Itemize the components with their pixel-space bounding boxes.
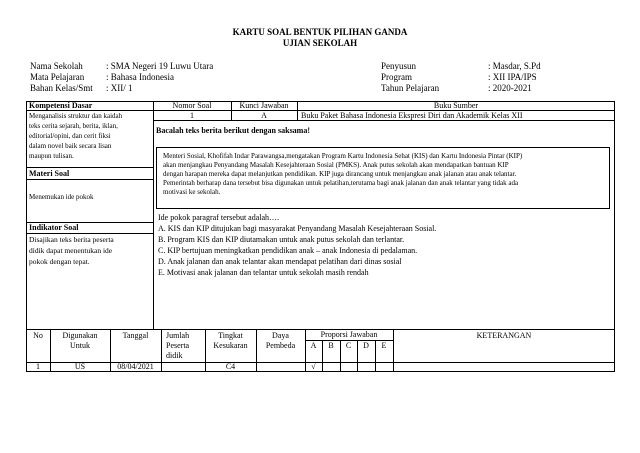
option-b: B. Program KIS dan KIP diutamakan untuk anak putus sekolah dan terlantar. — [158, 235, 405, 244]
nomor-value: 1 — [190, 111, 194, 120]
col-tingkat: Kesukaran — [213, 341, 248, 350]
materi-heading: Materi Soal — [29, 169, 70, 178]
passage-line: Menteri Sosial, Khofifah Indar Parawangsa,mengatakan Program Kartu Indonesia Sehat (KIS) dan Kartu Indonesia Pintar (KIP) — [163, 152, 523, 160]
indikator-head-line — [26, 233, 153, 234]
col-jumlah: Peserta — [166, 341, 190, 350]
col-daya: Pembeda — [265, 341, 296, 350]
col-letter-d: D — [363, 341, 369, 350]
col-tanggal: Tanggal — [122, 331, 149, 340]
info-value-program: : XII IPA/IPS — [488, 72, 537, 82]
kunci-value: A — [261, 111, 267, 120]
indikator-heading: Indikator Soal — [29, 223, 79, 232]
question-stem: Ide pokok paragraf tersebut adalah…. — [158, 213, 280, 222]
kd-line: dalam novel baik secara lisan — [29, 142, 112, 150]
option-d: D. Anak jalanan dan anak telantar akan mendapat pelatihan dari dinas sosial — [158, 257, 402, 266]
col-daya: Daya — [272, 331, 289, 340]
kd-line: editorial/opini, dan cerit fiksi — [29, 132, 111, 140]
info-label-subject: Mata Pelajaran — [30, 72, 85, 82]
col-letter-c: C — [345, 341, 352, 350]
info-label-class: Bahan Kelas/Smt — [30, 83, 93, 93]
option-a: A. KIS dan KIP ditujukan bagi masyarakat Penyandang Masalah Kesejahteraan Sosial. — [158, 224, 437, 233]
info-value-author: : Masdar, S.Pd — [488, 61, 541, 71]
option-e: E. Motivasi anak jalanan dan telantar untuk sekolah masih rendah — [158, 268, 369, 277]
col-no: No — [33, 331, 43, 340]
col-letter-b: B — [328, 341, 334, 350]
col-divider — [161, 329, 162, 372]
info-label-program: Program — [381, 72, 412, 82]
materi-head-line — [26, 179, 153, 180]
info-label-year: Tahun Pelajaran — [381, 83, 440, 93]
kunci-heading: Kunci Jawaban — [239, 101, 289, 110]
nomor-heading: Nomor Soal — [172, 101, 212, 110]
col-letter-a: A — [310, 341, 317, 350]
col-digunakan: Untuk — [70, 341, 90, 350]
indikator-line: didik dapat menentukan ide — [29, 246, 113, 255]
info-label-school: Nama Sekolah — [30, 61, 83, 71]
card-subtitle: UJIAN SEKOLAH — [282, 38, 358, 48]
info-value-class: : XII/ 1 — [106, 83, 133, 93]
row-tingkat: C4 — [225, 362, 236, 371]
row-tanggal: 08/04/2021 — [117, 362, 154, 371]
info-value-school: : SMA Negeri 19 Luwu Utara — [106, 61, 214, 71]
passage-line: motivasi ke sekolah. — [163, 188, 221, 196]
row-no: 1 — [36, 362, 40, 371]
passage-line: dengan harapan mereka dapat melanjutkan pendidikan. KIP juga dirancang untuk menjangkau anak jalanan atau anak telantar. — [163, 170, 517, 178]
buku-value: Buku Paket Bahasa Indonesia Ekspresi Diri dan Akademik Kelas XII — [301, 111, 523, 120]
col-proporsi: Proporsi Jawaban — [320, 330, 378, 339]
left-column-divider — [153, 101, 154, 329]
passage-line: akan menjangkau Penyandang Masalah Kesejahteraan Sosial (PMKS). Anak putus sekolah akan mendapatkan bantuan KIP — [163, 161, 509, 169]
col-digunakan: Digunakan — [62, 331, 98, 340]
info-label-author: Penyusun — [381, 61, 417, 71]
col-tingkat: Tingkat — [218, 331, 243, 340]
col-keterangan: KETERANGAN — [476, 331, 532, 340]
question-instruction: Bacalah teks berita berikut dengan saksama! — [156, 126, 311, 135]
row-digunakan: US — [74, 362, 86, 371]
kd-line: Menganalisis struktur dan kaidah — [29, 112, 123, 120]
kd-heading: Kompetensi Dasar — [29, 101, 93, 110]
info-value-year: : 2020-2021 — [488, 83, 532, 93]
row-proporsi-a: √ — [311, 362, 316, 371]
kd-bottom-line — [26, 167, 153, 168]
col-jumlah: didik — [166, 351, 183, 360]
col-letter-e: E — [381, 341, 387, 350]
kd-line: maupun tulisan. — [29, 152, 74, 160]
kd-line: teks cerita sejarah, berita, iklan, — [29, 122, 118, 130]
passage-line: Pemerintah berharap dana tersebut bisa digunakan untuk pelatihan,terutama bagi anak jalanan dan anak telantar yang tidak ada — [163, 179, 519, 187]
col-jumlah: Jumlah — [166, 331, 190, 340]
card-title: KARTU SOAL BENTUK PILIHAN GANDA — [232, 27, 408, 37]
indikator-line: pokok dengan tepat. — [29, 257, 90, 266]
buku-heading: Buku Sumber — [433, 101, 479, 110]
materi-text: Menemukan ide pokok — [29, 193, 94, 201]
info-value-subject: : Bahasa Indonesia — [106, 72, 174, 82]
indikator-line: Disajikan teks berita peserta — [29, 235, 114, 244]
option-c: C. KIP bertujuan meningkatkan pendidikan anak – anak Indonesia di pedalaman. — [158, 246, 418, 255]
